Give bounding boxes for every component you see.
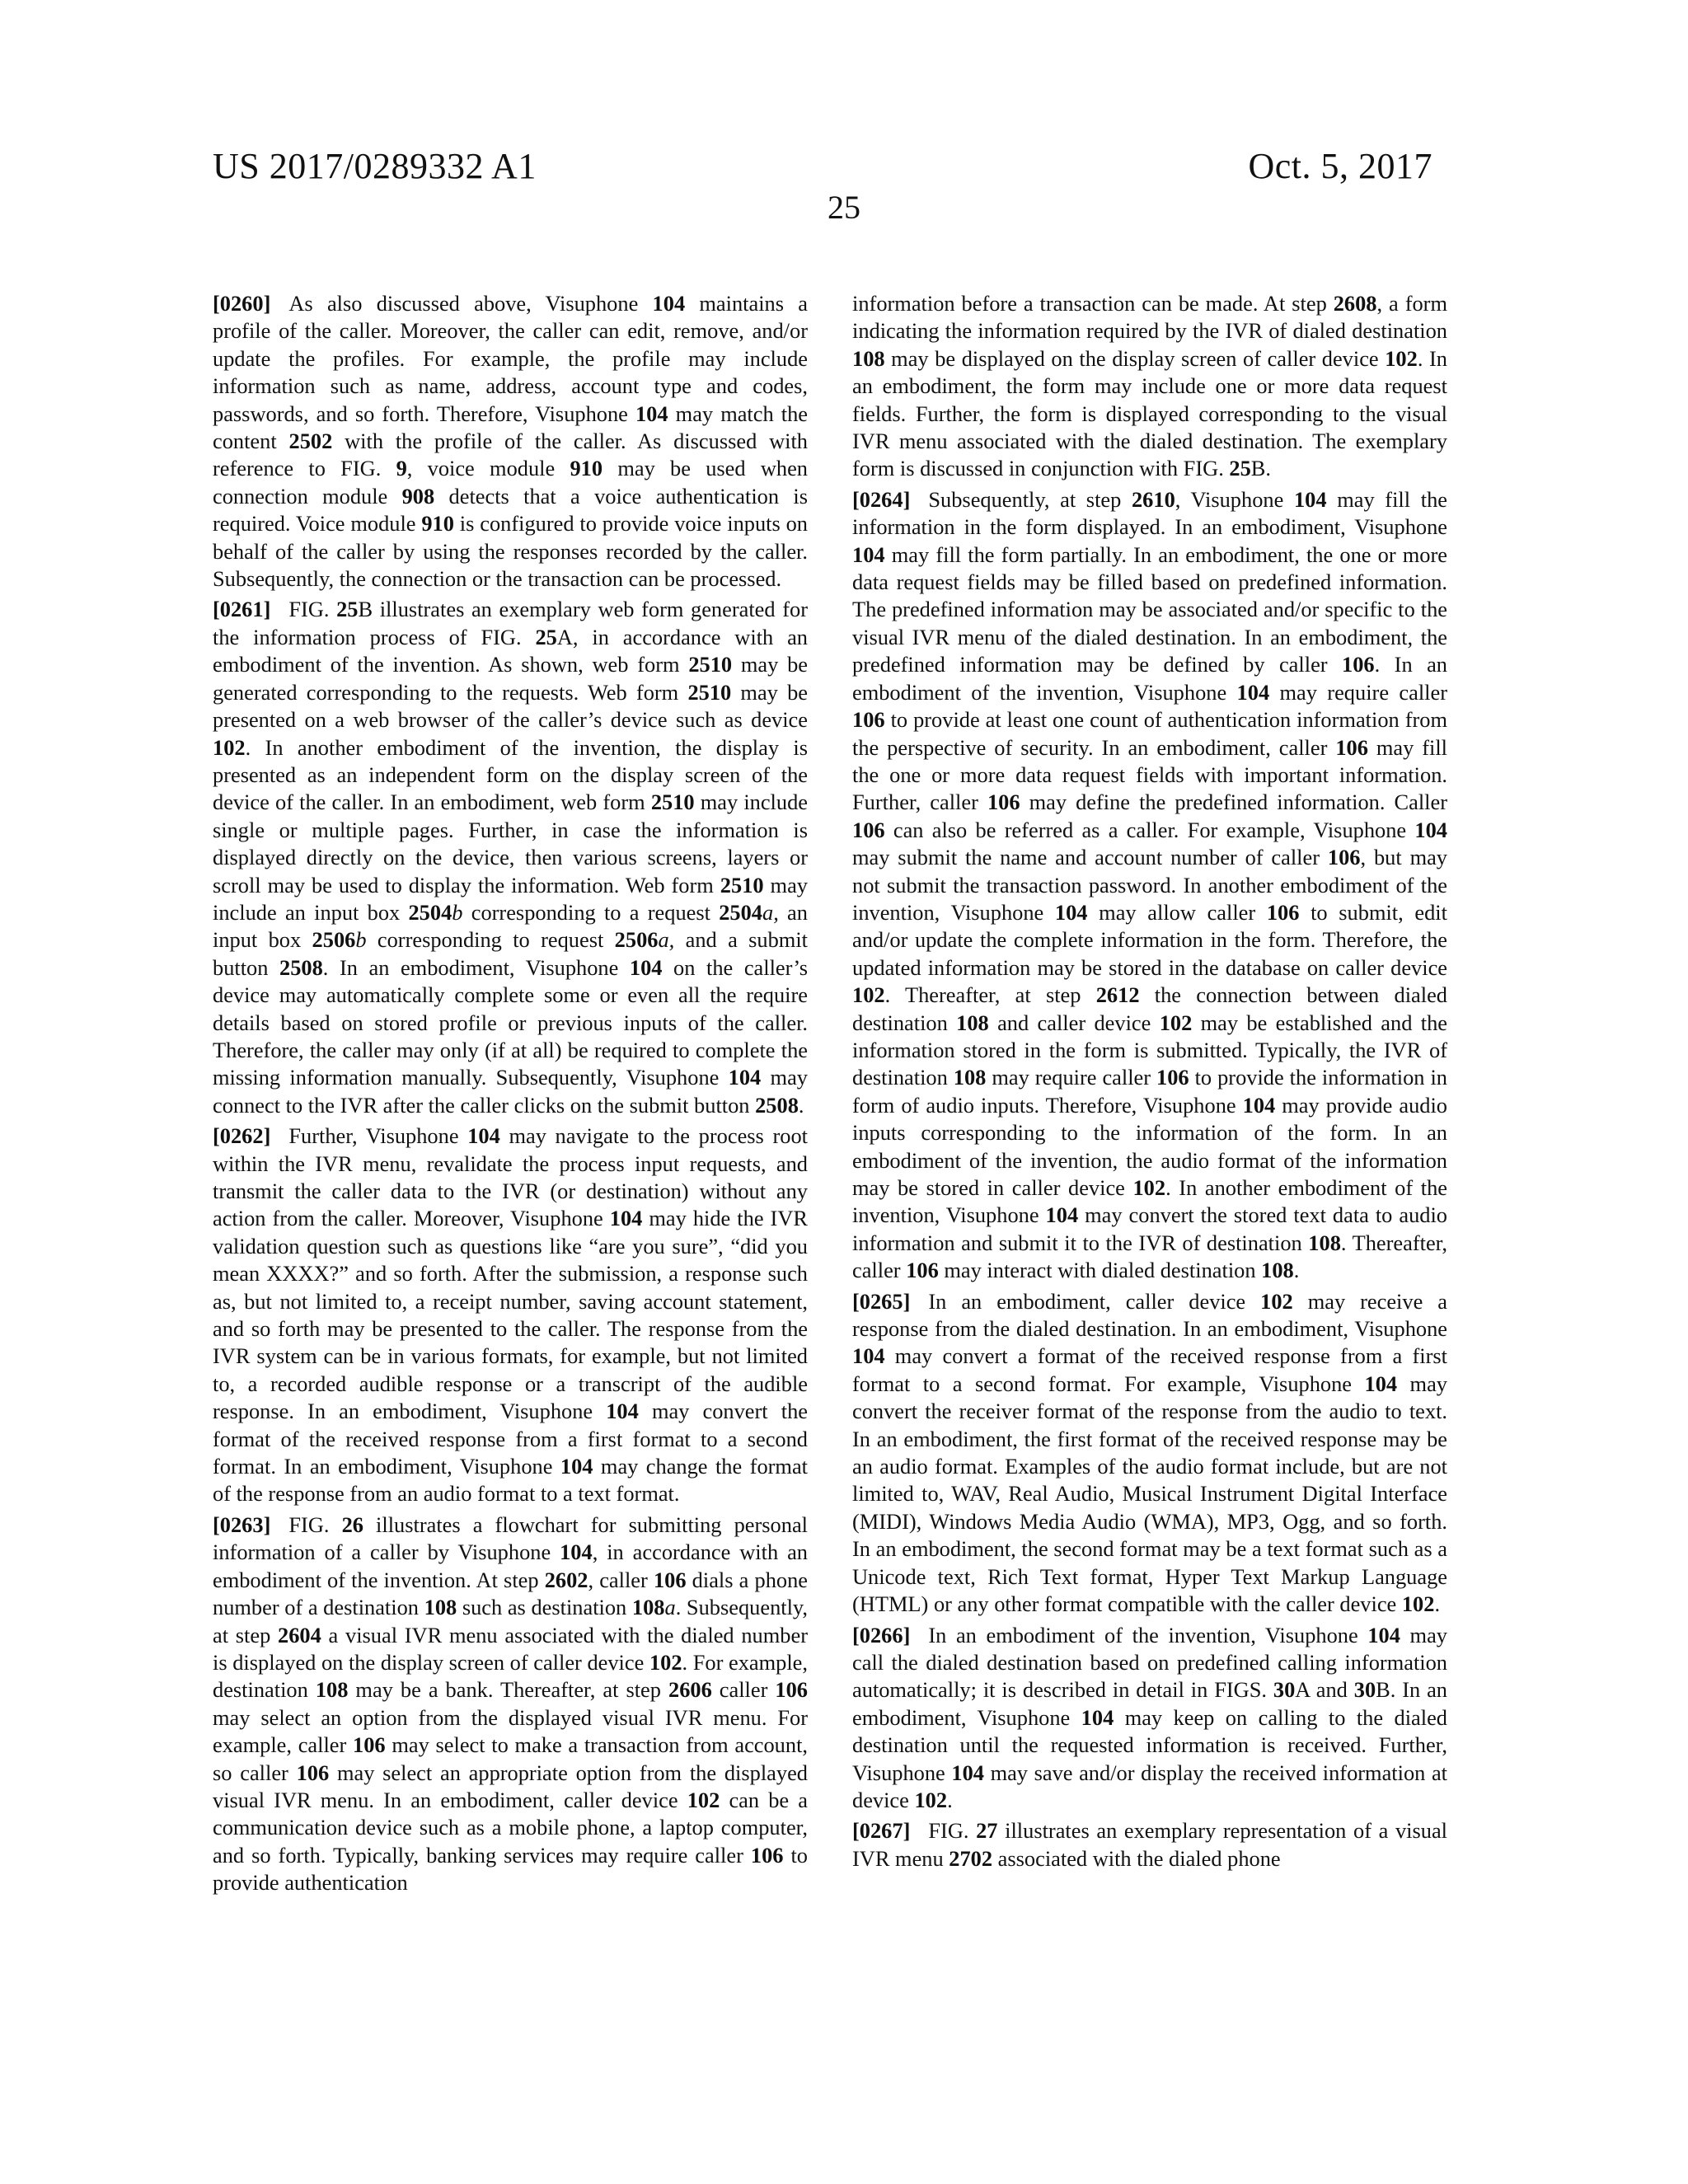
paragraph-0265	[852, 1288, 1447, 1619]
paragraph-text: In an embodiment, caller device 102 may receive a response from the dialed destination. In an embodiment, Visuphone 104 may convert a format of the received response from a first format to a second format. For example, Visuphone 104 may convert the receiver format of the response from the audio to text. In an embodiment, the first format of the received response may be an audio format. Examples of the audio format include, but are not limited to, WAV, Real Audio, Musical Instrument Digital Interface (MIDI), Windows Media Audio (WMA), MP3, Ogg, and so forth. In an embodiment, the second format may be a text format such as a Unicode text, Rich Text format, Hyper Text Markup Language (HTML) or any other format compatible with the caller device 102.	[852, 1288, 1447, 1617]
paragraph-text: In an embodiment of the invention, Visuphone 104 may call the dialed destination based on predefined calling information automatically; it is described in detail in FIGS. 30A and 30B. In an embodiment, Visuphone 104 may keep on calling to the dialed destination until the requested information is received. Further, Visuphone 104 may save and/or display the received information at device 102.	[852, 1622, 1447, 1812]
paragraph-text: Further, Visuphone 104 may navigate to the process root within the IVR menu, revalidate the process input requests, and transmit the caller data to the IVR (or destination) without any action from the caller. Moreover, Visuphone 104 may hide the IVR validation question such as questions like “are you sure”, “did you mean XXXX?” and so forth. After the submission, a response such as, but not limited to, a receipt number, saving account statement, and so forth may be presented to the caller. The response from the IVR system can be in various formats, for example, but not limited to, a recorded audible response or a transcript of the audible response. In an embodiment, Visuphone 104 may convert the format of the received response from a first format to a second format. In an embodiment, Visuphone 104 may change the format of the response from an audio format to a text format.	[213, 1123, 808, 1507]
paragraph-number: [0263]	[213, 1511, 271, 1537]
paragraph-number: [0267]	[852, 1818, 911, 1844]
publication-number: US 2017/0289332 A1	[213, 146, 537, 186]
paragraph-number: [0260]	[213, 291, 271, 316]
paragraph-0260	[213, 290, 808, 593]
paragraph-0266	[852, 1622, 1447, 1815]
paragraph-number: [0265]	[852, 1288, 911, 1314]
right-column	[852, 290, 1447, 1876]
page-number: 25	[828, 189, 860, 226]
paragraph-number: [0262]	[213, 1123, 271, 1149]
paragraph-0263	[213, 1511, 808, 1897]
paragraph-0262	[213, 1122, 808, 1508]
left-column	[213, 290, 808, 1900]
paragraph-0264	[852, 486, 1447, 1285]
publication-date: Oct. 5, 2017	[1248, 146, 1432, 186]
paragraph-0261	[213, 596, 808, 1119]
paragraph-number: [0261]	[213, 597, 271, 622]
paragraph-text: FIG. 25B illustrates an exemplary web form generated for the information process of FIG. 25A, in accordance with an embodiment of the invention. As shown, web form 2510 may be generated corresponding to the requests. Web form 2510 may be presented on a web browser of the caller’s device such as device 102. In another embodiment of the invention, the display is presented as an independent form on the display screen of the device of the caller. In an embodiment, web form 2510 may include single or multiple pages. Further, in case the information is displayed directly on the device, then various screens, layers or scroll may be used to display the information. Web form 2510 may include an input box 2504b corresponding to a request 2504a, an input box 2506b corresponding to request 2506a, and a submit button 2508. In an embodiment, Visuphone 104 on the caller’s device may automatically complete some or even all the require details based on stored profile or previous inputs of the caller. Therefore, the caller may only (if at all) be required to complete the missing information manually. Subsequently, Visuphone 104 may connect to the IVR after the caller clicks on the submit button 2508.	[213, 597, 808, 1118]
paragraph-text: FIG. 27 illustrates an exemplary representation of a visual IVR menu 2702 associated with the dialed phone	[852, 1818, 1447, 1871]
paragraph-text: FIG. 26 illustrates a flowchart for submitting personal information of a caller by Visuphone 104, in accordance with an embodiment of the invention. At step 2602, caller 106 dials a phone number of a destination 108 such as destination 108a. Subsequently, at step 2604 a visual IVR menu associated with the dialed number is displayed on the display screen of caller device 102. For example, destination 108 may be a bank. Thereafter, at step 2606 caller 106 may select an option from the displayed visual IVR menu. For example, caller 106 may select to make a transaction from account, so caller 106 may select an appropriate option from the displayed visual IVR menu. In an embodiment, caller device 102 can be a communication device such as a mobile phone, a laptop computer, and so forth. Typically, banking services may require caller 106 to provide authentication	[213, 1511, 809, 1896]
paragraph-0263-continued	[852, 290, 1447, 483]
paragraph-text: As also discussed above, Visuphone 104 maintains a profile of the caller. Moreover, the caller can edit, remove, and/or update the profiles. For example, the profile may include information such as name, address, account type and codes, passwords, and so forth. Therefore, Visuphone 104 may match the content 2502 with the profile of the caller. As discussed with reference to FIG. 9, voice module 910 may be used when connection module 908 detects that a voice authentication is required. Voice module 910 is configured to provide voice inputs on behalf of the caller by using the responses recorded by the caller. Subsequently, the connection or the transaction can be processed.	[213, 291, 808, 592]
paragraph-number: [0264]	[852, 486, 911, 512]
paragraph-text: Subsequently, at step 2610, Visuphone 104 may fill the information in the form displayed. In an embodiment, Visuphone 104 may fill the form partially. In an embodiment, the one or more data request fields may be filled based on predefined information. The predefined information may be associated and/or specific to the visual IVR menu of the dialed destination. In an embodiment, the predefined information may be defined by caller 106. In an embodiment of the invention, Visuphone 104 may require caller 106 to provide at least one count of authentication information from the perspective of security. In an embodiment, caller 106 may fill the one or more data request fields with important information. Further, caller 106 may define the predefined information. Caller 106 can also be referred as a caller. For example, Visuphone 104 may submit the name and account number of caller 106, but may not submit the transaction password. In another embodiment of the invention, Visuphone 104 may allow caller 106 to submit, edit and/or update the complete information in the form. Therefore, the updated information may be stored in the database on caller device 102. Thereafter, at step 2612 the connection between dialed destination 108 and caller device 102 may be established and the information stored in the form is submitted. Typically, the IVR of destination 108 may require caller 106 to provide the information in form of audio inputs. Therefore, Visuphone 104 may provide audio inputs corresponding to the information of the form. In an embodiment of the invention, the audio format of the information may be stored in caller device 102. In another embodiment of the invention, Visuphone 104 may convert the stored text data to audio information and submit it to the IVR of destination 108. Thereafter, caller 106 may interact with dialed destination 108.	[852, 486, 1448, 1283]
paragraph-number: [0266]	[852, 1622, 911, 1647]
paragraph-0267	[852, 1817, 1447, 1872]
paragraph-text: information before a transaction can be made. At step 2608, a form indicating the information required by the IVR of dialed destination 108 may be displayed on the display screen of caller device 102. In an embodiment, the form may include one or more data request fields. Further, the form is displayed corresponding to the visual IVR menu associated with the dialed destination. The exemplary form is discussed in conjunction with FIG. 25B.	[852, 291, 1447, 481]
